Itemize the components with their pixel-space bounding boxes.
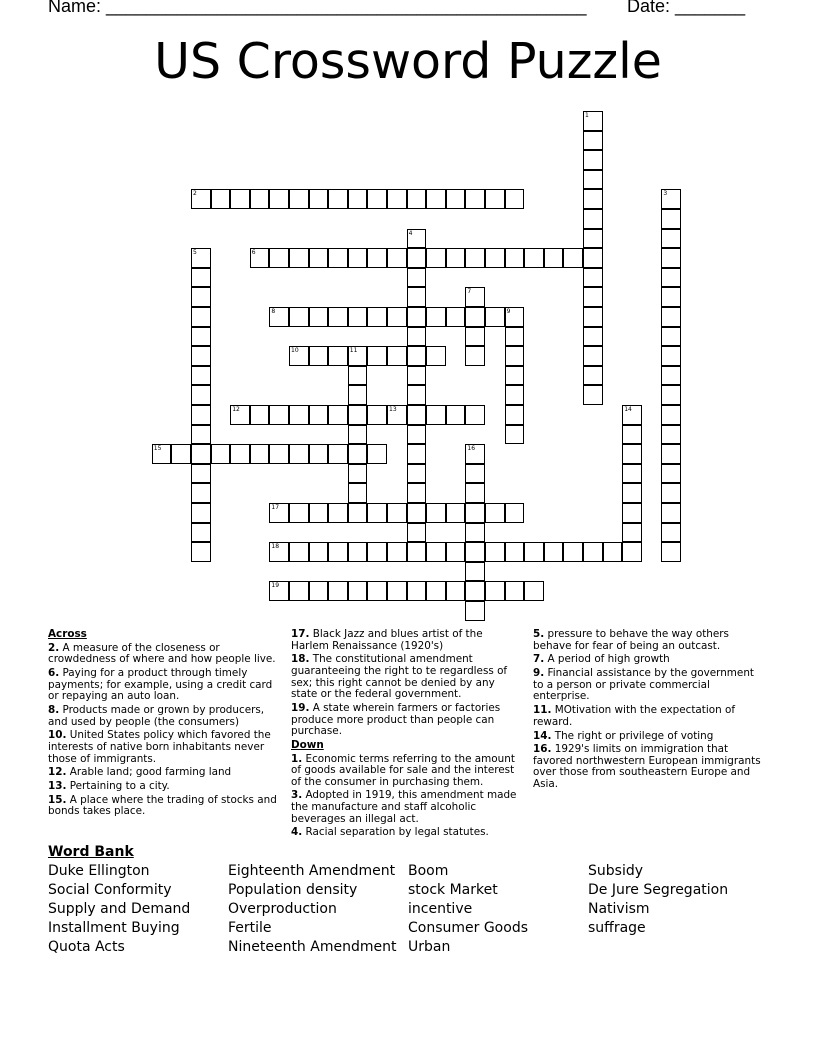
grid-cell[interactable] bbox=[446, 503, 466, 523]
grid-cell[interactable] bbox=[426, 346, 446, 366]
word-bank-item: Fertile bbox=[228, 920, 272, 936]
grid-cell[interactable] bbox=[191, 483, 211, 503]
grid-cell[interactable] bbox=[465, 523, 485, 543]
clue-across-15: 15. A place where the trading of stocks and bonds takes place. bbox=[48, 793, 277, 818]
grid-cell[interactable] bbox=[250, 189, 270, 209]
grid-cell[interactable] bbox=[465, 464, 485, 484]
grid-cell[interactable] bbox=[328, 444, 348, 464]
grid-cell[interactable] bbox=[367, 405, 387, 425]
grid-cell[interactable] bbox=[465, 287, 485, 307]
grid-cell[interactable] bbox=[622, 503, 642, 523]
grid-cell[interactable] bbox=[367, 542, 387, 562]
clue-down-14: 14. The right or privilege of voting bbox=[533, 729, 714, 742]
word-bank-title: Word Bank bbox=[48, 844, 134, 860]
grid-cell[interactable] bbox=[446, 189, 466, 209]
grid-cell[interactable] bbox=[505, 503, 525, 523]
grid-cell[interactable] bbox=[191, 542, 211, 562]
grid-cell[interactable] bbox=[309, 444, 329, 464]
clue-across-19: 19. A state wherein farmers or factories produce more product than people can purchase. bbox=[291, 701, 501, 738]
grid-cell[interactable] bbox=[426, 248, 446, 268]
grid-cell[interactable] bbox=[407, 483, 427, 503]
grid-cell[interactable] bbox=[407, 327, 427, 347]
grid-cell[interactable] bbox=[583, 366, 603, 386]
grid-cell[interactable] bbox=[348, 385, 368, 405]
word-bank-item: Duke Ellington bbox=[48, 863, 150, 879]
grid-cell[interactable] bbox=[465, 248, 485, 268]
grid-cell[interactable] bbox=[289, 189, 309, 209]
grid-cell[interactable] bbox=[211, 189, 231, 209]
grid-cell[interactable] bbox=[289, 346, 309, 366]
word-bank-item: Nineteenth Amendment bbox=[228, 939, 397, 955]
grid-cell[interactable] bbox=[505, 248, 525, 268]
grid-cell[interactable] bbox=[269, 503, 289, 523]
grid-cell[interactable] bbox=[191, 425, 211, 445]
grid-cell[interactable] bbox=[505, 581, 525, 601]
grid-cell[interactable] bbox=[407, 268, 427, 288]
grid-cell[interactable] bbox=[407, 346, 427, 366]
grid-cell[interactable] bbox=[661, 287, 681, 307]
grid-cell[interactable] bbox=[524, 248, 544, 268]
clue-number: 12 bbox=[232, 406, 240, 413]
clue-across-13: 13. Pertaining to a city. bbox=[48, 780, 170, 793]
clue-down-11: 11. MOtivation with the expectation of reward. bbox=[533, 704, 735, 728]
grid-cell[interactable] bbox=[230, 444, 250, 464]
grid-cell[interactable] bbox=[348, 483, 368, 503]
grid-cell[interactable] bbox=[289, 307, 309, 327]
clue-number: 14 bbox=[624, 406, 632, 413]
grid-cell[interactable] bbox=[387, 405, 407, 425]
clue-number: 15 bbox=[153, 445, 162, 453]
grid-cell[interactable] bbox=[269, 248, 289, 268]
grid-cell[interactable] bbox=[446, 581, 466, 601]
grid-cell[interactable] bbox=[152, 444, 172, 464]
grid-cell[interactable] bbox=[191, 248, 211, 268]
grid-cell[interactable] bbox=[603, 542, 623, 562]
word-bank-item: Boom bbox=[408, 863, 449, 879]
grid-cell[interactable] bbox=[465, 581, 485, 601]
grid-cell[interactable] bbox=[485, 307, 505, 327]
grid-cell[interactable] bbox=[309, 581, 329, 601]
grid-cell[interactable] bbox=[465, 601, 485, 621]
grid-cell[interactable] bbox=[465, 562, 485, 582]
across-heading: Across bbox=[48, 628, 87, 640]
grid-cell[interactable] bbox=[583, 287, 603, 307]
grid-cell[interactable] bbox=[661, 385, 681, 405]
grid-cell[interactable] bbox=[348, 444, 368, 464]
grid-cell[interactable] bbox=[367, 581, 387, 601]
grid-cell[interactable] bbox=[309, 503, 329, 523]
grid-cell[interactable] bbox=[524, 581, 544, 601]
word-bank-column-2 bbox=[228, 862, 396, 957]
grid-cell[interactable] bbox=[446, 307, 466, 327]
clue-number: 9 bbox=[506, 308, 511, 315]
date-field-label: Date: _______ bbox=[627, 0, 746, 16]
grid-cell[interactable] bbox=[583, 189, 603, 209]
grid-cell[interactable] bbox=[407, 425, 427, 445]
clue-down-1: 1. Economic terms referring to the amount of goods available for sale and the interest of the consumer in purchasing them. bbox=[291, 752, 515, 788]
grid-cell[interactable] bbox=[328, 248, 348, 268]
word-bank-item: incentive bbox=[408, 901, 473, 917]
grid-cell[interactable] bbox=[328, 542, 348, 562]
grid-cell[interactable] bbox=[583, 542, 603, 562]
grid-cell[interactable] bbox=[544, 248, 564, 268]
grid-cell[interactable] bbox=[289, 503, 309, 523]
grid-cell[interactable] bbox=[661, 425, 681, 445]
clue-number: 7 bbox=[467, 288, 472, 296]
grid-cell[interactable] bbox=[465, 346, 485, 366]
down-heading: Down bbox=[291, 738, 324, 751]
grid-cell[interactable] bbox=[230, 405, 250, 425]
clue-number: 17 bbox=[271, 504, 280, 511]
grid-cell[interactable] bbox=[505, 307, 525, 327]
word-bank-item: Subsidy bbox=[588, 863, 644, 879]
grid-cell[interactable] bbox=[544, 542, 564, 562]
grid-cell[interactable] bbox=[348, 581, 368, 601]
clue-across-6: 6. Paying for a product through timely payments; for example, using a credit card or repaying an auto loan. bbox=[48, 666, 273, 703]
grid-cell[interactable] bbox=[622, 523, 642, 543]
clue-number: 5 bbox=[193, 249, 197, 257]
grid-cell[interactable] bbox=[505, 425, 525, 445]
grid-cell[interactable] bbox=[348, 464, 368, 484]
grid-cell[interactable] bbox=[191, 503, 211, 523]
grid-cell[interactable] bbox=[387, 346, 407, 366]
word-bank-column-4 bbox=[588, 862, 728, 938]
down-clues-col3 bbox=[533, 629, 765, 793]
grid-cell[interactable] bbox=[407, 307, 427, 327]
clue-across-12: 12. Arable land; good farming land bbox=[48, 766, 232, 779]
grid-cell[interactable] bbox=[505, 189, 525, 209]
page-title: US Crossword Puzzle bbox=[154, 33, 662, 90]
grid-cell[interactable] bbox=[407, 464, 427, 484]
clue-number: 1 bbox=[585, 112, 589, 119]
across-clues-col1 bbox=[48, 629, 280, 820]
clue-number: 6 bbox=[251, 249, 256, 257]
word-bank-item: Supply and Demand bbox=[48, 901, 191, 917]
grid-cell[interactable] bbox=[407, 385, 427, 405]
grid-cell[interactable] bbox=[426, 307, 446, 327]
clue-across-17: 17. Black Jazz and blues artist of the Harlem Renaissance (1920's) bbox=[291, 628, 483, 652]
grid-cell[interactable] bbox=[563, 542, 583, 562]
clue-number: 18 bbox=[271, 543, 280, 551]
grid-cell[interactable] bbox=[348, 542, 368, 562]
grid-cell[interactable] bbox=[465, 483, 485, 503]
grid-cell[interactable] bbox=[465, 542, 485, 562]
grid-cell[interactable] bbox=[407, 248, 427, 268]
grid-cell[interactable] bbox=[250, 405, 270, 425]
word-bank-item: stock Market bbox=[408, 882, 498, 898]
grid-cell[interactable] bbox=[661, 189, 681, 209]
grid-cell[interactable] bbox=[446, 248, 466, 268]
clue-number: 2 bbox=[193, 190, 197, 198]
grid-cell[interactable] bbox=[191, 327, 211, 347]
grid-cell[interactable] bbox=[465, 405, 485, 425]
grid-cell[interactable] bbox=[269, 444, 289, 464]
grid-cell[interactable] bbox=[387, 248, 407, 268]
grid-cell[interactable] bbox=[211, 444, 231, 464]
word-bank-item: Social Conformity bbox=[48, 882, 172, 898]
grid-cell[interactable] bbox=[367, 248, 387, 268]
word-bank-item: Eighteenth Amendment bbox=[228, 863, 396, 879]
grid-cell[interactable] bbox=[465, 503, 485, 523]
grid-cell[interactable] bbox=[622, 464, 642, 484]
grid-cell[interactable] bbox=[407, 366, 427, 386]
clue-down-7: 7. A period of high growth bbox=[533, 653, 670, 666]
grid-cell[interactable] bbox=[230, 189, 250, 209]
clue-across-10: 10. United States policy which favored the interests of native born inhabitants never those of immigrants. bbox=[48, 729, 271, 765]
grid-cell[interactable] bbox=[367, 307, 387, 327]
grid-cell[interactable] bbox=[348, 307, 368, 327]
grid-cell[interactable] bbox=[191, 287, 211, 307]
grid-cell[interactable] bbox=[426, 503, 446, 523]
grid-cell[interactable] bbox=[505, 366, 525, 386]
clue-number: 13 bbox=[389, 406, 397, 413]
grid-cell[interactable] bbox=[289, 581, 309, 601]
clue-across-2: 2. A measure of the closeness or crowdedness of where and how people live. bbox=[48, 641, 276, 666]
grid-cell[interactable] bbox=[289, 542, 309, 562]
clue-number: 11 bbox=[349, 347, 358, 355]
grid-cell[interactable] bbox=[328, 405, 348, 425]
word-bank-item: Urban bbox=[408, 939, 451, 955]
grid-cell[interactable] bbox=[583, 385, 603, 405]
clues-col2 bbox=[291, 629, 523, 841]
grid-cell[interactable] bbox=[367, 346, 387, 366]
grid-cell[interactable] bbox=[622, 425, 642, 445]
grid-cell[interactable] bbox=[661, 405, 681, 425]
grid-cell[interactable] bbox=[426, 189, 446, 209]
grid-cell[interactable] bbox=[426, 581, 446, 601]
grid-cell[interactable] bbox=[191, 268, 211, 288]
grid-cell[interactable] bbox=[348, 366, 368, 386]
grid-cell[interactable] bbox=[661, 464, 681, 484]
clue-number: 4 bbox=[408, 229, 413, 237]
grid-cell[interactable] bbox=[309, 346, 329, 366]
grid-cell[interactable] bbox=[191, 385, 211, 405]
clue-number: 3 bbox=[663, 190, 668, 198]
grid-cell[interactable] bbox=[328, 503, 348, 523]
grid-cell[interactable] bbox=[661, 248, 681, 268]
grid-cell[interactable] bbox=[328, 189, 348, 209]
grid-cell[interactable] bbox=[426, 405, 446, 425]
word-bank-item: Consumer Goods bbox=[408, 920, 528, 936]
grid-cell[interactable] bbox=[505, 405, 525, 425]
grid-cell[interactable] bbox=[367, 444, 387, 464]
grid-cell[interactable] bbox=[661, 542, 681, 562]
grid-cell[interactable] bbox=[465, 307, 485, 327]
grid-cell[interactable] bbox=[583, 170, 603, 190]
grid-cell[interactable] bbox=[407, 229, 427, 249]
grid-cell[interactable] bbox=[348, 503, 368, 523]
word-bank-column-3 bbox=[408, 862, 528, 957]
grid-cell[interactable] bbox=[387, 581, 407, 601]
grid-cell[interactable] bbox=[191, 444, 211, 464]
grid-cell[interactable] bbox=[661, 229, 681, 249]
grid-cell[interactable] bbox=[348, 248, 368, 268]
grid-cell[interactable] bbox=[407, 503, 427, 523]
grid-cell[interactable] bbox=[289, 248, 309, 268]
grid-cell[interactable] bbox=[661, 523, 681, 543]
grid-cell[interactable] bbox=[328, 307, 348, 327]
clue-number: 8 bbox=[271, 308, 276, 315]
grid-cell[interactable] bbox=[583, 209, 603, 229]
clue-across-8: 8. Products made or grown by producers, and used by people (the consumers) bbox=[48, 703, 265, 728]
grid-cell[interactable] bbox=[622, 483, 642, 503]
grid-cell[interactable] bbox=[191, 346, 211, 366]
grid-cell[interactable] bbox=[387, 189, 407, 209]
grid-cell[interactable] bbox=[622, 405, 642, 425]
grid-cell[interactable] bbox=[309, 248, 329, 268]
grid-cell[interactable] bbox=[583, 346, 603, 366]
grid-cell[interactable] bbox=[661, 366, 681, 386]
grid-cell[interactable] bbox=[446, 542, 466, 562]
clue-number: 16 bbox=[467, 445, 476, 453]
grid-cell[interactable] bbox=[583, 150, 603, 170]
clue-down-16: 16. 1929's limits on immigration that favored northwestern European immigrants over those from southeastern Europe and Asia. bbox=[533, 743, 761, 791]
grid-cell[interactable] bbox=[485, 189, 505, 209]
grid-cell[interactable] bbox=[661, 444, 681, 464]
grid-cell[interactable] bbox=[407, 542, 427, 562]
grid-cell[interactable] bbox=[661, 307, 681, 327]
word-bank-item: Overproduction bbox=[228, 901, 337, 917]
grid-cell[interactable] bbox=[622, 542, 642, 562]
grid-cell[interactable] bbox=[583, 307, 603, 327]
grid-cell[interactable] bbox=[661, 346, 681, 366]
grid-cell[interactable] bbox=[309, 405, 329, 425]
grid-cell[interactable] bbox=[289, 444, 309, 464]
grid-cell[interactable] bbox=[505, 346, 525, 366]
grid-cell[interactable] bbox=[407, 189, 427, 209]
grid-cell[interactable] bbox=[289, 405, 309, 425]
word-bank-item: Quota Acts bbox=[48, 939, 125, 955]
grid-cell[interactable] bbox=[171, 444, 191, 464]
name-field-label: Name: ________________________________________________ bbox=[48, 0, 587, 16]
word-bank-item: Population density bbox=[228, 882, 358, 898]
grid-cell[interactable] bbox=[387, 503, 407, 523]
grid-cell[interactable] bbox=[583, 229, 603, 249]
grid-cell[interactable] bbox=[309, 307, 329, 327]
grid-cell[interactable] bbox=[661, 503, 681, 523]
grid-cell[interactable] bbox=[505, 385, 525, 405]
grid-cell[interactable] bbox=[269, 307, 289, 327]
grid-cell[interactable] bbox=[485, 581, 505, 601]
clue-down-4: 4. Racial separation by legal statutes. bbox=[291, 826, 489, 839]
grid-cell[interactable] bbox=[348, 189, 368, 209]
grid-cell[interactable] bbox=[505, 542, 525, 562]
grid-cell[interactable] bbox=[191, 464, 211, 484]
grid-cell[interactable] bbox=[485, 248, 505, 268]
grid-cell[interactable] bbox=[309, 542, 329, 562]
grid-cell[interactable] bbox=[465, 327, 485, 347]
grid-cell[interactable] bbox=[661, 209, 681, 229]
grid-cell[interactable] bbox=[269, 581, 289, 601]
clue-across-18: 18. The constitutional amendment guaranteeing the right to te regardless of sex; this right cannot be denied by any state or the federal government. bbox=[291, 653, 508, 701]
grid-cell[interactable] bbox=[269, 405, 289, 425]
grid-cell[interactable] bbox=[367, 503, 387, 523]
grid-cell[interactable] bbox=[269, 189, 289, 209]
grid-cell[interactable] bbox=[367, 189, 387, 209]
clue-number: 19 bbox=[271, 582, 280, 590]
grid-cell[interactable] bbox=[505, 327, 525, 347]
word-bank-item: De Jure Segregation bbox=[588, 882, 729, 898]
grid-cell[interactable] bbox=[583, 327, 603, 347]
grid-cell[interactable] bbox=[348, 405, 368, 425]
clue-down-5: 5. pressure to behave the way others behave for fear of being an outcast. bbox=[533, 628, 729, 652]
grid-cell[interactable] bbox=[250, 444, 270, 464]
grid-cell[interactable] bbox=[407, 444, 427, 464]
grid-cell[interactable] bbox=[387, 542, 407, 562]
grid-cell[interactable] bbox=[563, 248, 583, 268]
grid-cell[interactable] bbox=[661, 483, 681, 503]
clue-down-3: 3. Adopted in 1919, this amendment made the manufacture and staff alcoholic beverages an illegal act. bbox=[291, 789, 517, 825]
grid-cell[interactable] bbox=[583, 248, 603, 268]
grid-cell[interactable] bbox=[583, 131, 603, 151]
grid-cell[interactable] bbox=[348, 425, 368, 445]
grid-cell[interactable] bbox=[622, 444, 642, 464]
grid-cell[interactable] bbox=[583, 268, 603, 288]
grid-cell[interactable] bbox=[191, 189, 211, 209]
grid-cell[interactable] bbox=[191, 366, 211, 386]
grid-cell[interactable] bbox=[348, 346, 368, 366]
grid-cell[interactable] bbox=[328, 346, 348, 366]
grid-cell[interactable] bbox=[387, 307, 407, 327]
grid-cell[interactable] bbox=[250, 248, 270, 268]
grid-cell[interactable] bbox=[661, 268, 681, 288]
grid-cell[interactable] bbox=[485, 542, 505, 562]
grid-cell[interactable] bbox=[446, 405, 466, 425]
grid-cell[interactable] bbox=[269, 542, 289, 562]
grid-cell[interactable] bbox=[407, 287, 427, 307]
grid-cell[interactable] bbox=[661, 327, 681, 347]
grid-cell[interactable] bbox=[191, 405, 211, 425]
grid-cell[interactable] bbox=[426, 542, 446, 562]
word-bank-item: Nativism bbox=[588, 901, 650, 917]
grid-cell[interactable] bbox=[583, 111, 603, 131]
grid-cell[interactable] bbox=[407, 581, 427, 601]
grid-cell[interactable] bbox=[309, 189, 329, 209]
grid-cell[interactable] bbox=[407, 405, 427, 425]
grid-cell[interactable] bbox=[524, 542, 544, 562]
clue-down-9: 9. Financial assistance by the government to a person or private commercial enterprise. bbox=[533, 667, 754, 703]
clue-number: 10 bbox=[291, 347, 299, 355]
word-bank-item: Installment Buying bbox=[48, 920, 180, 936]
grid-cell[interactable] bbox=[465, 189, 485, 209]
word-bank-item: suffrage bbox=[588, 920, 646, 936]
grid-cell[interactable] bbox=[191, 307, 211, 327]
grid-cell[interactable] bbox=[465, 444, 485, 464]
grid-cell[interactable] bbox=[485, 503, 505, 523]
grid-cell[interactable] bbox=[191, 523, 211, 543]
grid-cell[interactable] bbox=[407, 523, 427, 543]
word-bank-column-1 bbox=[48, 862, 190, 957]
grid-cell[interactable] bbox=[328, 581, 348, 601]
